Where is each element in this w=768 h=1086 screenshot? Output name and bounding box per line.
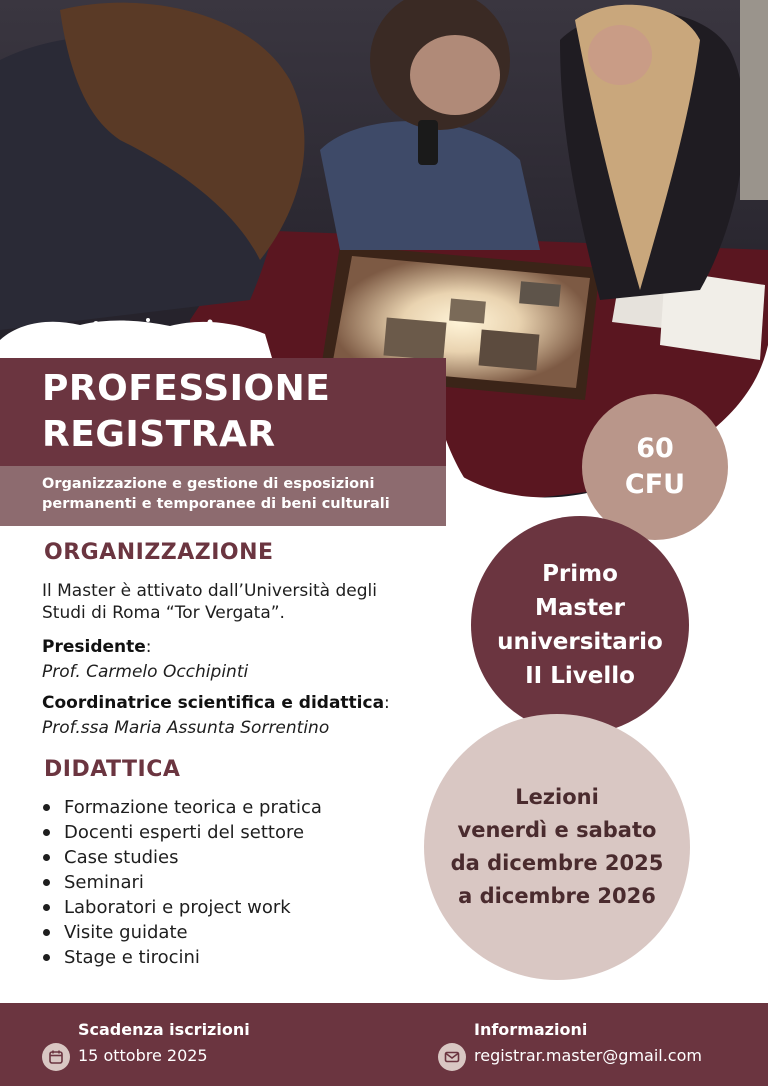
list-item bbox=[40, 920, 322, 945]
coordinator-role: Coordinatrice scientifica e didattica: bbox=[42, 693, 390, 713]
title-banner bbox=[0, 358, 446, 466]
footer bbox=[0, 1003, 768, 1086]
lezioni-badge bbox=[424, 714, 690, 980]
deadline-value: 15 ottobre 2025 bbox=[78, 1046, 208, 1065]
list-item bbox=[40, 945, 322, 970]
organizzazione-heading: ORGANIZZAZIONE bbox=[44, 540, 274, 565]
list-item-label: Stage e tirocini bbox=[64, 947, 200, 968]
info-email-link[interactable]: registrar.master@gmail.com bbox=[474, 1046, 702, 1065]
president-name: Prof. Carmelo Occhipinti bbox=[42, 662, 249, 682]
master-badge bbox=[471, 516, 689, 734]
title-line-2: REGISTRAR bbox=[42, 414, 276, 455]
list-item bbox=[40, 895, 322, 920]
list-item bbox=[40, 870, 322, 895]
list-item bbox=[40, 795, 322, 820]
master-line-2: Master bbox=[534, 595, 626, 621]
lezioni-line-4: a dicembre 2026 bbox=[458, 884, 656, 908]
bullet-icon bbox=[43, 829, 50, 836]
organizzazione-intro: Il Master è attivato dall’Università degli Studi di Roma “Tor Vergata”. bbox=[42, 581, 377, 623]
bullet-icon bbox=[43, 954, 50, 961]
lezioni-line-3: da dicembre 2025 bbox=[450, 851, 664, 875]
cfu-label: CFU bbox=[624, 469, 686, 500]
bullet-icon bbox=[43, 929, 50, 936]
bullet-icon bbox=[43, 904, 50, 911]
president-role-label: Presidente bbox=[42, 637, 146, 657]
cfu-number: 60 bbox=[636, 433, 674, 464]
deadline-label: Scadenza iscrizioni bbox=[78, 1020, 250, 1039]
info-label: Informazioni bbox=[474, 1020, 588, 1039]
list-item-label: Visite guidate bbox=[64, 922, 188, 943]
didattica-heading: DIDATTICA bbox=[44, 757, 181, 782]
list-item-label: Seminari bbox=[64, 872, 144, 893]
list-item-label: Laboratori e project work bbox=[64, 897, 291, 918]
title-line-1: PROFESSIONE bbox=[42, 368, 331, 409]
subtitle-line-1: Organizzazione e gestione di esposizioni bbox=[42, 476, 375, 492]
master-line-1: Primo bbox=[542, 561, 618, 587]
master-line-4: II Livello bbox=[525, 663, 635, 689]
list-item-label: Docenti esperti del settore bbox=[64, 822, 305, 843]
president-role: Presidente: bbox=[42, 637, 152, 657]
list-item-label: Formazione teorica e pratica bbox=[64, 797, 322, 818]
lezioni-line-2: venerdì e sabato bbox=[457, 818, 657, 842]
didattica-list bbox=[40, 795, 322, 970]
list-item bbox=[40, 845, 322, 870]
list-item bbox=[40, 820, 322, 845]
subtitle-line-2: permanenti e temporanee di beni culturali bbox=[42, 496, 390, 512]
calendar-icon bbox=[42, 1043, 70, 1071]
master-line-3: universitario bbox=[497, 629, 663, 655]
bullet-icon bbox=[43, 879, 50, 886]
mail-icon bbox=[438, 1043, 466, 1071]
lezioni-line-1: Lezioni bbox=[515, 785, 599, 809]
bullet-icon bbox=[43, 854, 50, 861]
coordinator-role-label: Coordinatrice scientifica e didattica bbox=[42, 693, 385, 713]
coordinator-name: Prof.ssa Maria Assunta Sorrentino bbox=[42, 718, 330, 738]
list-item-label: Case studies bbox=[64, 847, 179, 868]
subtitle-banner bbox=[0, 466, 446, 526]
bullet-icon bbox=[43, 804, 50, 811]
